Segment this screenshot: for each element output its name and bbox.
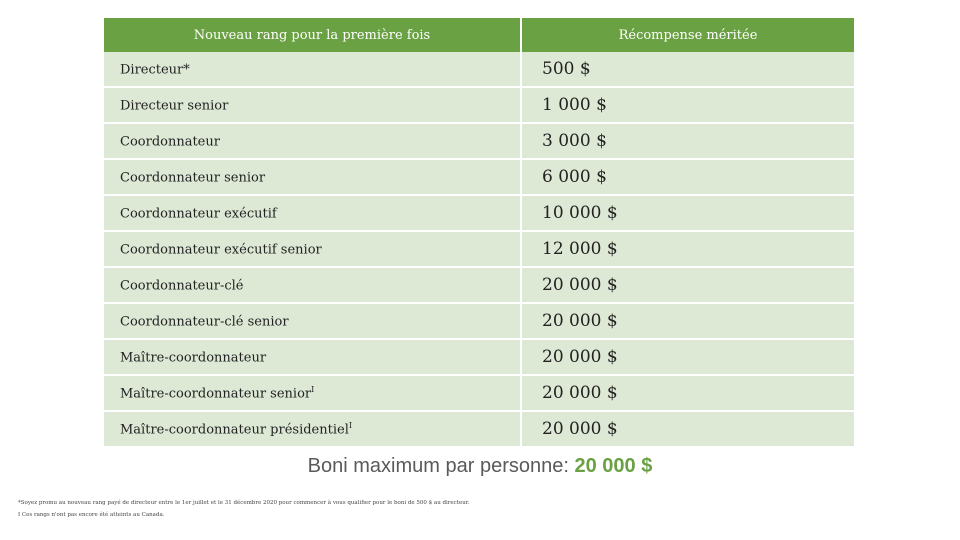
rank-name: Coordonnateur-clé senior	[104, 303, 521, 339]
footnote-not-attained: I Ces rangs n'ont pas encore été atteints au Canada.	[18, 512, 165, 518]
rank-name: Maître-coordonnateur senior$^I$	[104, 375, 521, 411]
reward-amount: 20 000 $	[521, 267, 854, 303]
table-row	[104, 87, 854, 123]
header-reward: Récompense méritée	[521, 18, 854, 52]
footnote-promotion: *Soyez promu au nouveau rang payé de directeur entre le 1er juillet et le 31 décembre 2020 pour commencer à vous qualifier pour le boni de 500 $ au directeur.	[18, 500, 470, 506]
max-bonus-amount: 20 000 $	[574, 455, 653, 477]
rank-name: Maître-coordonnateur présidentiel$^I$	[104, 411, 521, 447]
table-body	[104, 52, 854, 447]
table-row	[104, 303, 854, 339]
table-row	[104, 195, 854, 231]
rank-name: Directeur senior	[104, 87, 521, 123]
reward-amount: 3 000 $	[521, 123, 854, 159]
reward-amount: 500 $	[521, 52, 854, 87]
table-row	[104, 267, 854, 303]
reward-amount: 1 000 $	[521, 87, 854, 123]
rank-name: Coordonnateur	[104, 123, 521, 159]
reward-amount: 20 000 $	[521, 411, 854, 447]
table-row	[104, 52, 854, 87]
header-rank: Nouveau rang pour la première fois	[104, 18, 521, 52]
table-row	[104, 339, 854, 375]
max-bonus-label: Boni maximum par personne:	[307, 455, 575, 477]
reward-amount: 20 000 $	[521, 375, 854, 411]
footnote-mark: I	[348, 420, 353, 430]
reward-amount: 20 000 $	[521, 339, 854, 375]
table-header-row	[104, 18, 854, 52]
table-row	[104, 375, 854, 411]
reward-amount: 12 000 $	[521, 231, 854, 267]
rank-name: Coordonnateur exécutif senior	[104, 231, 521, 267]
reward-amount: 20 000 $	[521, 303, 854, 339]
rank-name: Coordonnateur senior	[104, 159, 521, 195]
bonus-table	[104, 18, 854, 448]
reward-amount: 6 000 $	[521, 159, 854, 195]
rank-name: Maître-coordonnateur	[104, 339, 521, 375]
table-row	[104, 159, 854, 195]
max-bonus-line	[0, 455, 960, 478]
table-row	[104, 123, 854, 159]
table-row	[104, 411, 854, 447]
rank-name: Coordonnateur exécutif	[104, 195, 521, 231]
table-row	[104, 231, 854, 267]
reward-amount: 10 000 $	[521, 195, 854, 231]
footnote-mark: I	[311, 384, 315, 394]
rank-name: Coordonnateur-clé	[104, 267, 521, 303]
rank-name: Directeur*	[104, 52, 521, 87]
